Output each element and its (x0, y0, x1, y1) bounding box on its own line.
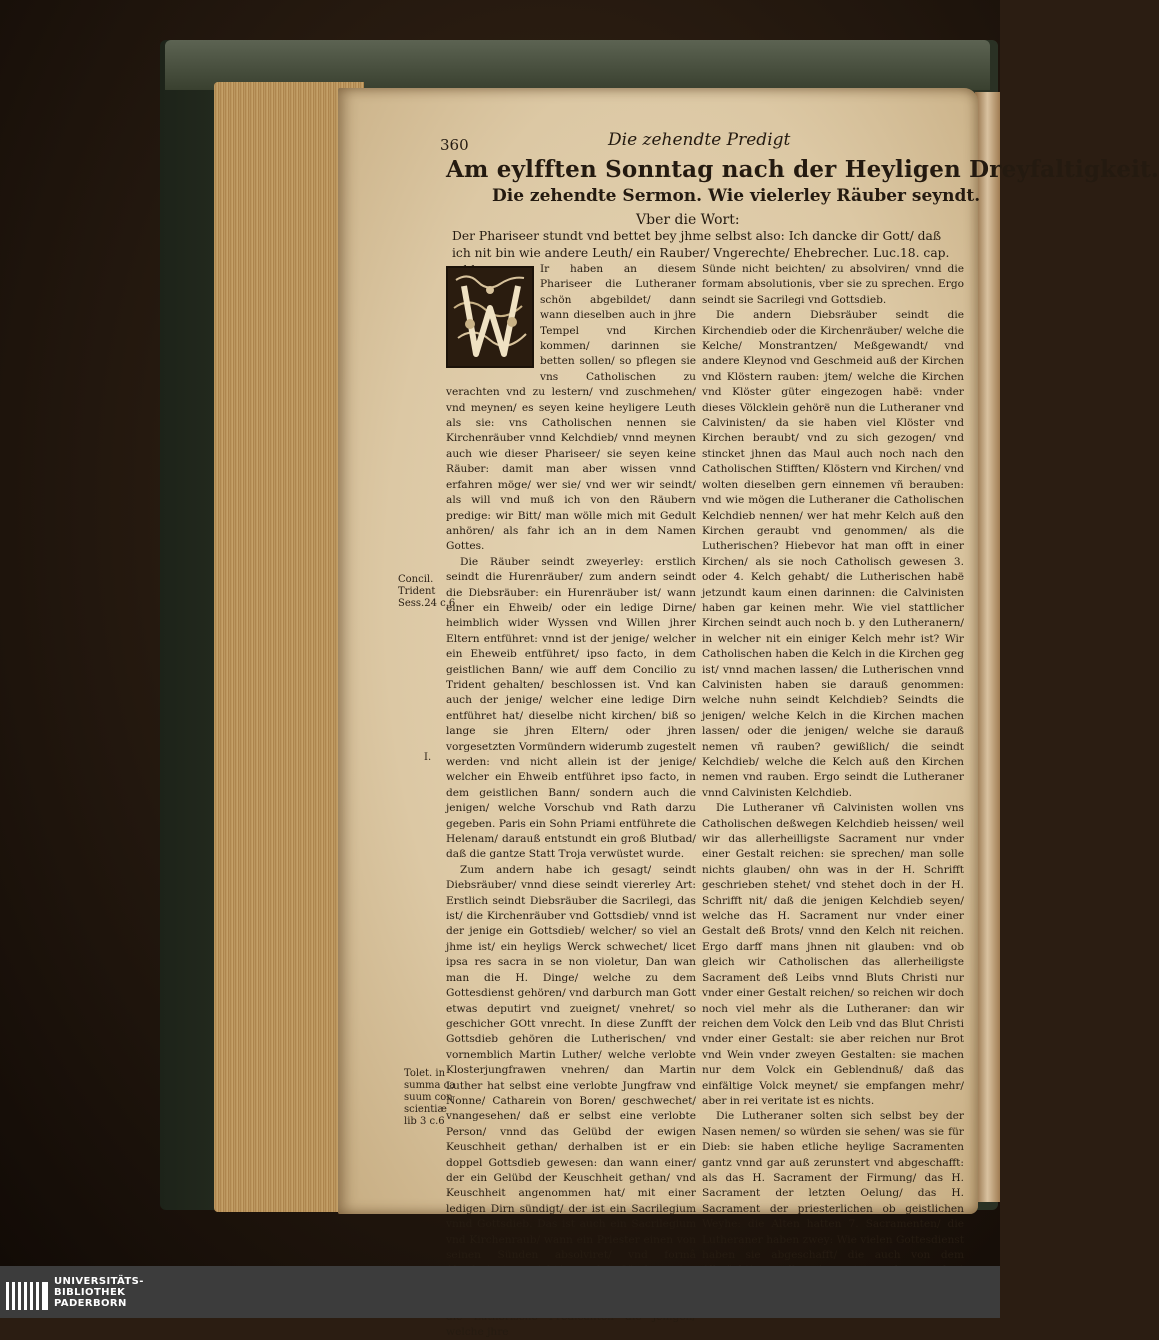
logo-line: UNIVERSITÄTS- (54, 1276, 144, 1287)
right-paragraph: Die Lutheraner vñ Calvinisten wollen vns Catholischen deßwegen Kelchdieb heissen/ weil wir das allerheilligste Sacrament nur vnder einer Gestalt reichen: sie sprechen/ man solle nichts glauben/ ohn was in der H. Schrifft geschrieben stehet/ vnd stehet doch in der H. Schrifft nit/ daß die jenigen Kelchdieb seyen/ welche das H. Sacrament nur vnder einer Gestalt deß Brots/ vnnd den Kelch nit reichen. Ergo darff mans jhnen nit glauben: vnd ob gleich wir Catholischen das allerheiligste Sacrament deß Leibs vnnd Bluts Christi nur vnder einer Gestalt reichen/ so reichen wir doch noch viel mehr als die Lutheraner: dan wir reichen dem Volck den Leib vnd das Blut Christi vnder einer Gestalt: sie aber reichen nur Brot vnd Wein vnder zweyen Gestalten: sie machen nur dem Volck ein Geblendnuß/ daß das einfältige Volck meynet/ sie empfangen mehr/ aber in rei veritate ist es nichts. (702, 802, 964, 1107)
page-number: 360 (440, 136, 469, 154)
margin-note-toletus: Tolet. in summa ca suum con scientiæ lib 3 c.6 (404, 1068, 456, 1127)
sermon-subtitle: Die zehendte Sermon. Wie vielerley Räuber seyndt. (492, 186, 981, 206)
right-paragraph: Die andern Diebsräuber seindt die Kirchendieb oder die Kirchenräuber/ welche die Kelche/ Monstrantzen/ Meßgewandt/ vnd andere Kleynod vnd Geschmeid auß der Kirchen vnd Klöstern rauben: jtem/ welche die Kirchen vnd Klöster güter eingezogen habë: vnder dieses Völcklein gehörë nun die Lutheraner vnd Calvinisten/ da sie haben viel Klöster vnd Kirchen beraubt/ vnd zu sich gezogen/ vnd stincket jhnen das Maul auch noch nach den Catholischen Stifften/ Klöstern vnd Kirchen/ vnd wolten dieselben gern einnemen vñ berauben: vnd wie mögen die Lutheraner die Catholischen Kelchdieb nennen/ wer hat mehr Kelch auß den Kirchen geraubt vnd genommen/ als die Lutherischen? Hiebevor hat man offt in einer Kirchen/ als sie noch Catholisch gewesen 3. oder 4. Kelch gehabt/ die Lutherischen habë jetzundt kaum einen darinnen: die Calvinisten haben gar keinen mehr. Wie viel stattlicher Kirchen seindt auch noch b. y den Lutheranern/ in welcher nit ein einiger Kelch mehr ist? Wir Catholischen haben die Kelch in die Kirchen geg ist/ vnnd machen lassen/ die Lutherischen vnnd Calvinisten haben sie darauß genommen: welche nuhn seindt Kelchdieb? Seindts die jenigen/ welche Kelch in die Kirchen machen lassen/ oder die jenigen/ welche sie darauß nemen vñ rauben? gewißlich/ die seindt Kelchdieb/ welche die Kelch auß den Kirchen nemen vnd rauben. Ergo seindt die Lutheraner vnnd Calvinisten Kelchdieb. (702, 309, 964, 799)
right-paragraph: Die Lutheraner solten sich selbst bey der Nasen nemen/ so würden sie sehen/ was sie für Dieb: sie haben etliche heylige Sacramenten gantz vnnd gar auß zerunstert vnd abgeschafft: als das H. Sacrament der Firmung/ das H. Sacrament der letzten Oelung/ das H. Sacrament der priesterlichen ob geistlichen Weyhe: die Alten hatten 7. Sacramenten/ die Lutheraner haben zwey: Wie vielen Gottesdienst haben sie abgeschafft/ die auch von dem (702, 1110, 964, 1261)
page-title: Am eylfften Sonntag nach der Heyligen Dreyfaltigkeit. (446, 156, 1159, 183)
right-paragraph: Sünde nicht beichten/ zu absolviren/ vnnd die formam absolutionis, vber sie zu sprechen. Ergo seindt sie Sacrilegi vnd Gottsdieb. (702, 263, 964, 306)
library-footer (0, 1266, 1000, 1318)
margin-note-numeral: I. (424, 752, 432, 763)
library-logo-icon (6, 1274, 48, 1316)
decorated-initial-icon (446, 266, 534, 368)
left-paragraph: Zum andern habe ich gesagt/ seindt Diebsräuber/ vnnd diese seindt viererley Art: Erstlich seindt Diebsräuber die Sacrilegi, das ist/ die Kirchenräuber vnd Gottsdieb/ vnnd ist der jenige ein Gottsdieb/ welcher/ so viel an jhme ist/ ein heyligs Werck schwechet/ licet ipsa res sacra in se non violetur, Dan wan man die H. Dinge/ welche zu dem Gottesdienst gehören/ vnd darburch man Gott etwas deputirt vnd zueignet/ vnehret/ so geschicher GOtt vnrecht. In diese Zunfft der Gottsdieb gehören die Lutherischen/ vnd vornemblich Martin Luther/ welche verlobte Klosterjungfrawen vnehren/ dan Martin Luther hat selbst eine verlobte Jungfraw vnd Nonne/ Catharein von Boren/ geschwechet/ vnangesehen/ daß er selbst eine verlobte Person/ vnnd das Gelübd der ewigen Keuschheit gethan/ derhalben ist er ein doppel Gottsdieb gewesen: dan wann einer/ der ein Gelübd der Keuschheit gethan/ vnd Keuschheit angenommen hat/ mit einer ledigen Dirn sündigt/ der ist ein Sacrilegium vnnd Gottsdieb. Das ist auch ein Sacrilegium vnd Kirchenraub/ wann ein Priester einen von seinen Sünden absolviret/ vnd formâ welche jhre (446, 863, 696, 1339)
logo-line: PADERBORN (54, 1298, 127, 1309)
margin-note-council: Concil. Trident Sess.24 c.6 (398, 574, 456, 609)
over-words-label: Vber die Wort: (636, 212, 740, 228)
left-paragraph: Ir haben an diesem Phariseer die Lutheraner schön abgebildet/ dann wann dieselben auch in jhre Tempel vnd Kirchen kommen/ darinnen sie betten sollen/ so pflegen sie vns Catholischen zu verachten vnd zu lestern/ vnd zuschmehen/ vnd meynen/ es seyen keine heyligere Leuth als sie: vns Catholischen nennen sie Kirchenräuber vnnd Kelchdieb/ vnnd meynen auch wie dieser Phariseer/ sie seyen keine Räuber: damit man aber wissen vnnd erfahren möge/ wer sie/ vnd wer wir seindt/ als will vnd muß ich von den Räubern predige: wir Bitt/ man wölle mich mit Gedult anhören/ als fahr ich an in dem Namen Gottes. (446, 263, 696, 553)
text-column-right (702, 262, 964, 1294)
text-column-left (446, 262, 696, 1340)
running-head: Die zehendte Predigt (608, 130, 791, 150)
logo-line: BIBLIOTHEK (54, 1287, 126, 1298)
library-logo-text (54, 1276, 144, 1309)
left-paragraph: Die Räuber seindt zweyerley: erstlich seindt die Hurenräuber/ zum andern seindt die Diebsräuber: ein Hurenräuber ist/ wann einer ein Ehweib/ oder ein ledige Dirne/ heimblich wider Wyssen vnd Willen jhrer Eltern entführet: vnnd ist der jenige/ welcher ein Eheweib entführet/ ipso facto, in dem geistlichen Bann/ wie auff dem Concilio zu Trident gehalten/ beschlossen ist. Vnd kan auch der jenige/ welcher eine ledige Dirn entführet hat/ dieselbe nicht kirchen/ biß so lange sie jhren Eltern/ oder jhren vorgesetzten Vormündern widerumb zugestelt werden: vnd nicht allein ist der jenige/ welcher ein Ehweib entführet ipso facto, in dem geistlichen Bann/ sondern auch die jenigen/ welche Vorschub vnd Rath darzu gegeben. Paris ein Sohn Priami entführete die Helenam/ darauß entstundt ein groß Blutbad/ daß die gantze Statt Troja verwüstet wurde. (446, 555, 696, 861)
scripture-verse: Der Phariseer stundt vnd bettet bey jhme selbst also: Ich dancke dir Gott/ daß ich nit bin wie andere Leuth/ ein Rauber/ Vngerechte/ Ehebrecher. Luc.18. cap. (452, 229, 950, 260)
page-gutter-right (975, 92, 1000, 1202)
